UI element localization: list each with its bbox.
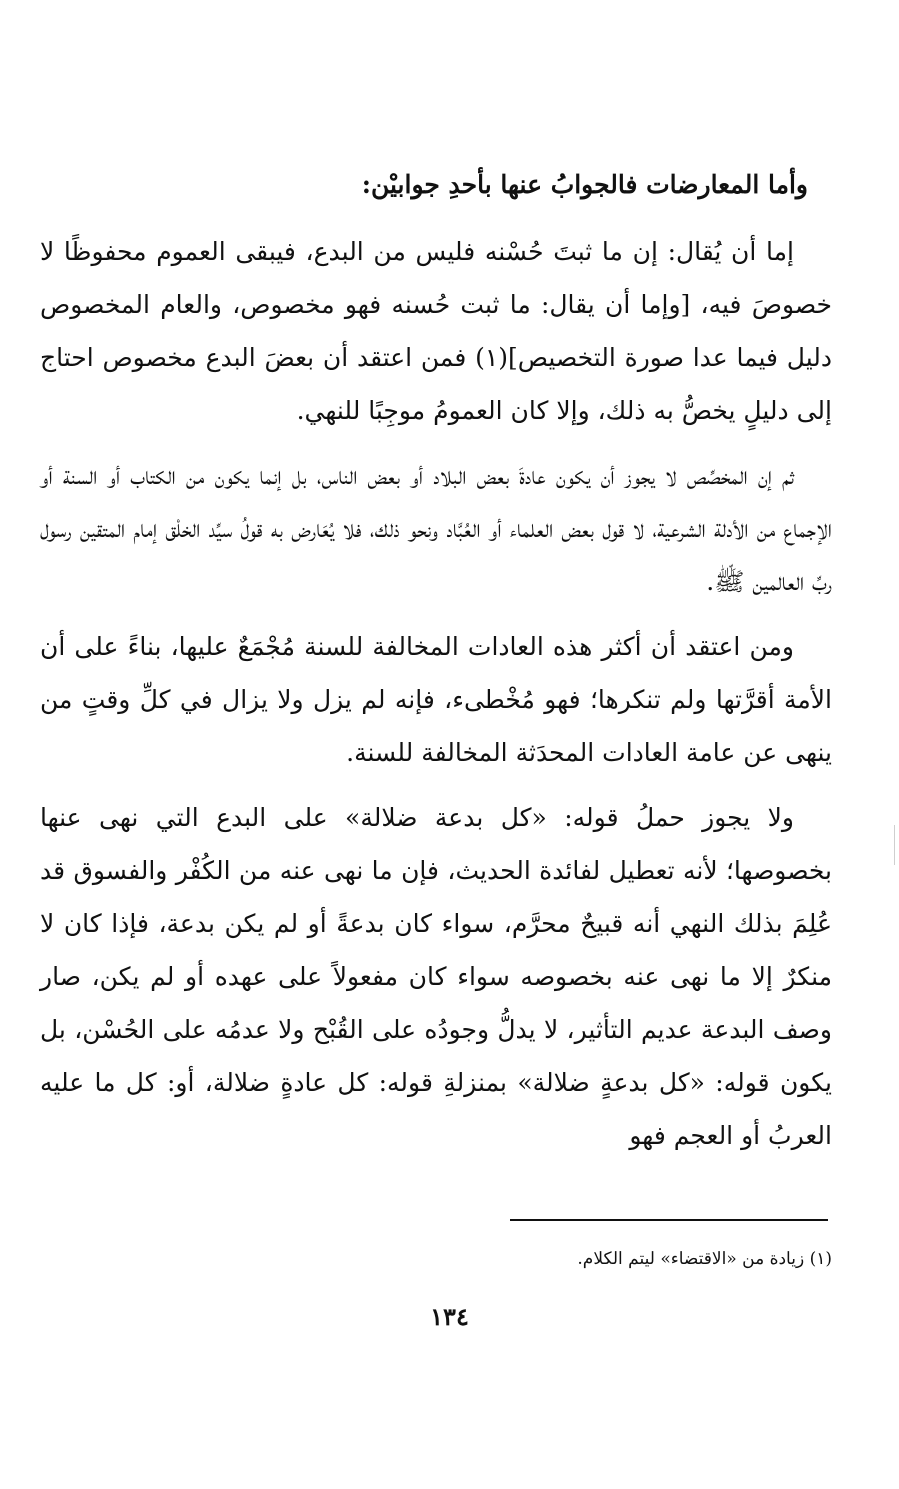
margin-mark xyxy=(894,825,895,865)
page-number: ١٣٤ xyxy=(430,1302,469,1331)
paragraph-2: ثم إن المخصِّص لا يجوز أن يكون عادةَ بعض البلاد أو بعض الناس، بل إنما يكون من الكتاب أو السنة أو الإجماع من الأدلة الشرعية، لا قول بعض العلماء أو العُبَّاد ونحو ذلك، فلا يُعَارض به قولُ سيِّد الخلْق إمام المتقين رسول ربِّ العالمين ﷺ. xyxy=(40,461,832,596)
paragraph-4: ولا يجوز حملُ قوله: «كل بدعة ضلالة» على البدع التي نهى عنها بخصوصها؛ لأنه تعطيل لفائدة الحديث، فإن ما نهى عنه من الكُفْر والفسوق قد عُلِمَ بذلك النهي أنه قبيحٌ محرَّم، سواء كان بدعةً أو لم يكن بدعة، فإذا كان لا منكرٌ إلا ما نهى عنه بخصوصه سواء كان مفعولاً على عهده أو لم يكن، صار وصف البدعة عديم التأثير، لا يدلُّ وجودُه على القُبْح ولا عدمُه على الحُسْن، بل يكون قوله: «كل بدعةٍ ضلالة» بمنزلةِ قوله: كل عادةٍ ضلالة، أو: كل ما عليه العربُ أو العجم فهو xyxy=(40,803,832,1150)
footnote-divider xyxy=(510,1219,828,1221)
main-text xyxy=(40,158,832,1174)
footnote: (١) زيادة من «الاقتضاء» ليتم الكلام. xyxy=(577,1249,832,1269)
paragraph-3: ومن اعتقد أن أكثر هذه العادات المخالفة للسنة مُجْمَعٌ عليها، بناءً على أن الأمة أقرَّتها ولم تنكرها؛ فهو مُخْطىء، فإنه لم يزل ولا يزال في كلِّ وقتٍ من ينهى عن عامة العادات المحدَثة المخالفة للسنة. xyxy=(40,632,832,767)
section-heading: وأما المعارضات فالجوابُ عنها بأحدِ جوابيْن: xyxy=(361,170,808,199)
paragraph-1: إما أن يُقال: إن ما ثبتَ حُسْنه فليس من البدع، فيبقى العموم محفوظًا لا خصوصَ فيه، [وإما أن يقال: ما ثبت حُسنه فهو مخصوص، والعام المخصوص دليل فيما عدا صورة التخصيص](١) فمن اعتقد أن بعضَ البدع مخصوص احتاج إلى دليلٍ يخصُّ به ذلك، وإلا كان العمومُ موجِبًا للنهي. xyxy=(40,237,832,425)
